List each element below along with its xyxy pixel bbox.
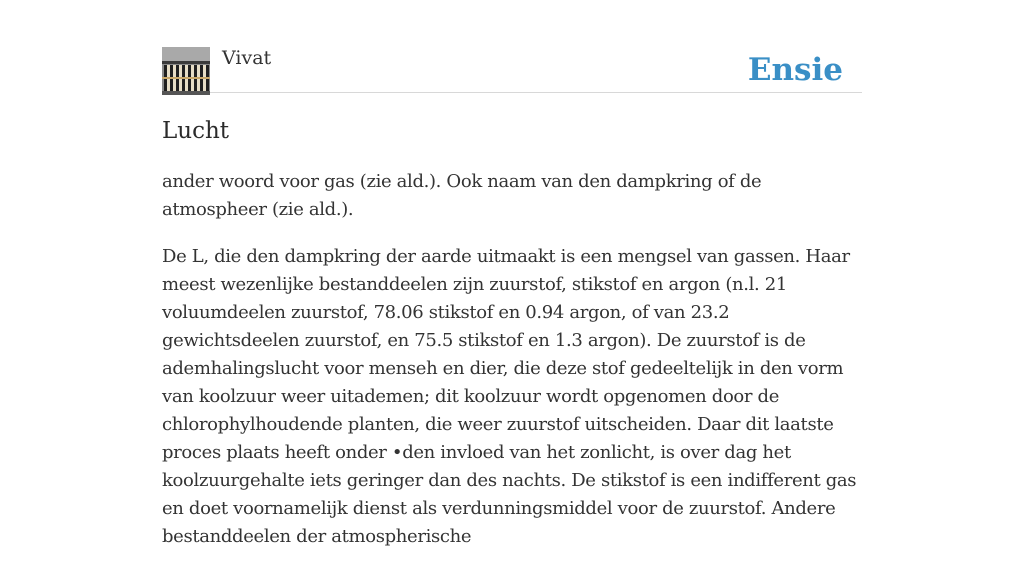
article-title: Lucht <box>162 118 230 144</box>
bookshelf-icon <box>162 47 210 95</box>
article-paragraph: ander woord voor gas (zie ald.). Ook naam van den dampkring of de atmospheer (zie ald.). <box>162 171 762 220</box>
article-body <box>162 168 866 570</box>
avatar[interactable] <box>162 47 210 95</box>
header <box>162 46 862 93</box>
author-name[interactable]: Vivat <box>222 47 272 69</box>
article-paragraph: De L, die den dampkring der aarde uitmaakt is een mengsel van gassen. Haar meest wezenlijke bestanddeelen zijn zuurstof, stikstof en argon (n.l. 21 voluumdeelen zuurstof, 78.06 stikstof en 0.94 argon, of van 23.2 gewichtsdeelen zuurstof, en 75.5 stikstof en 1.3 argon). De zuurstof is de ademhalingslucht voor menseh en dier, die deze stof gedeeltelijk in den vorm van koolzuur weer uitademen; dit koolzuur wordt opgenomen door de chlorophylhoudende planten, die weer zuurstof uitscheiden. Daar dit laatste proces plaats heeft onder •den invloed van het zonlicht, is over dag het koolzuurgehalte iets geringer dan des nachts. De stikstof is een indifferent gas en doet voornamelijk dienst als verdunningsmiddel voor de zuurstof. Andere bestanddeelen der atmospherische <box>162 246 857 547</box>
brand-logo[interactable]: Ensie <box>747 52 843 88</box>
